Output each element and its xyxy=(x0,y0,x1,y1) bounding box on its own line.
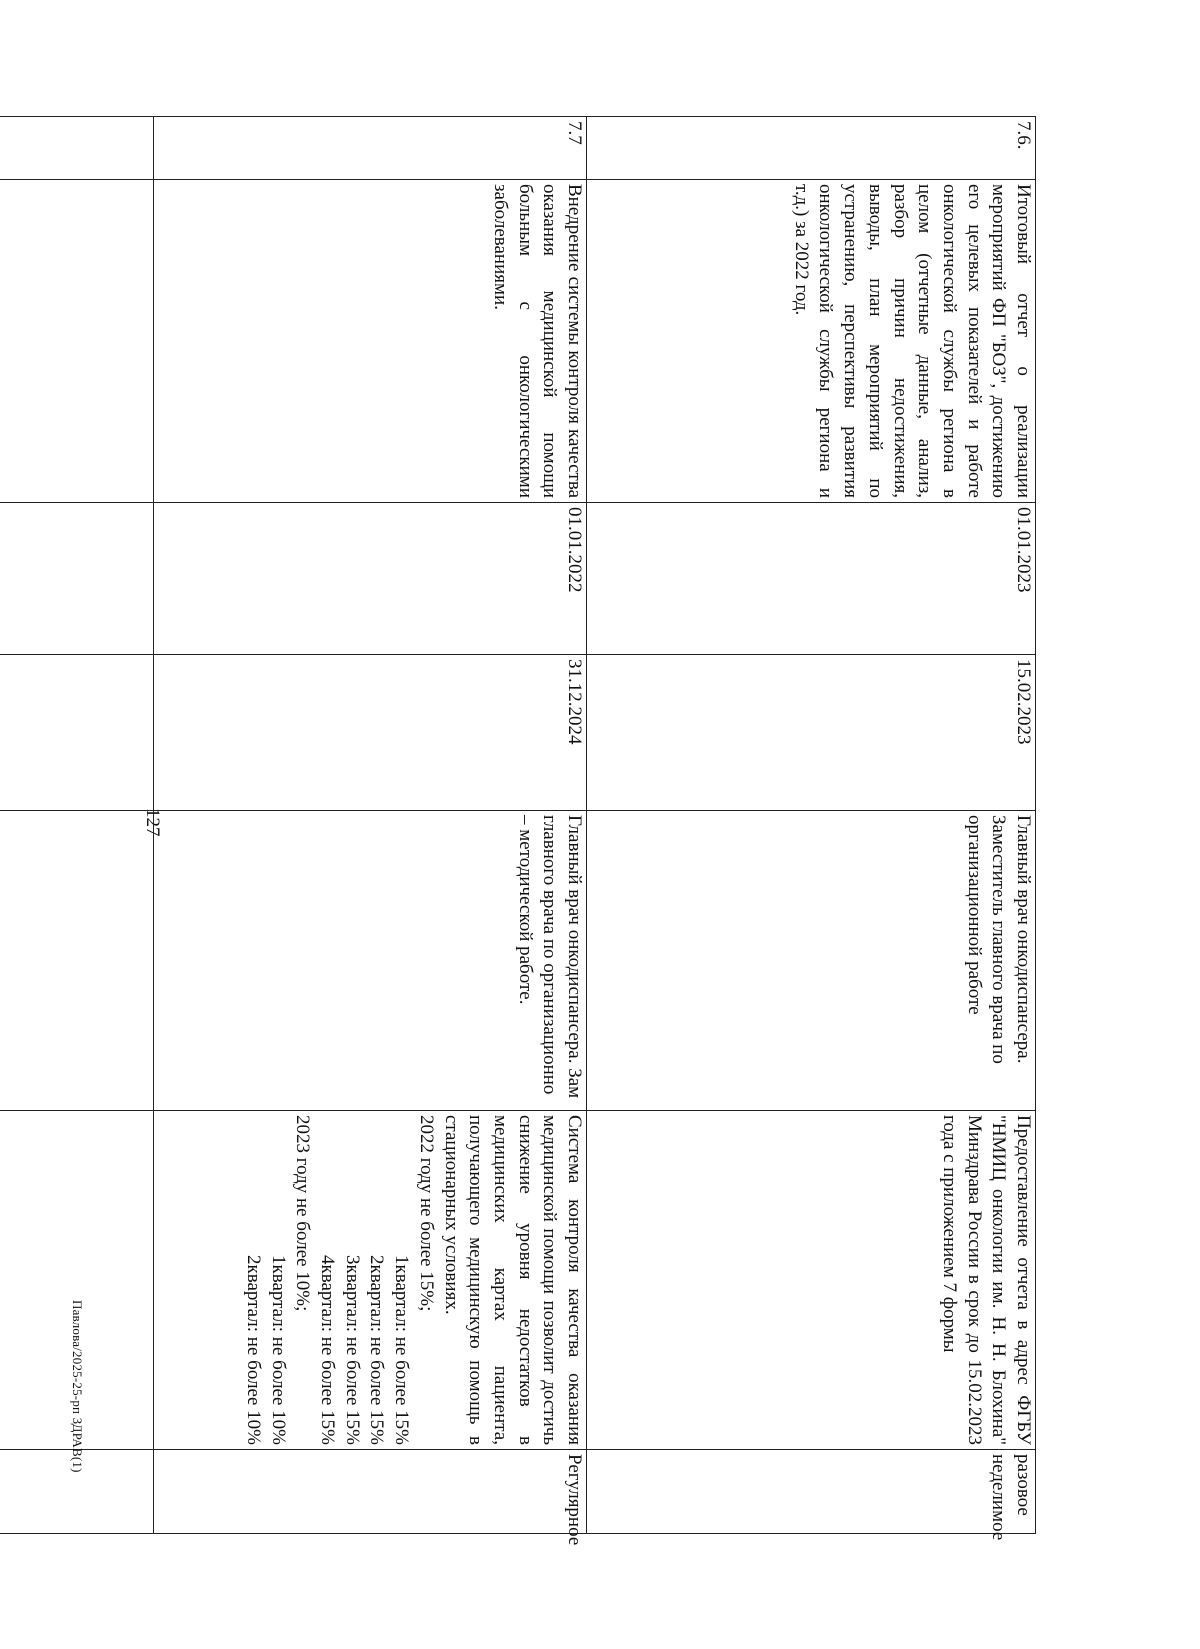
quarter-target: 1квартал: не более 15% xyxy=(391,1255,413,1445)
task-title: Внедрение системы контроля качества оказания медицинской помощи больным с онкологическими заболеваниями. xyxy=(154,180,587,503)
end-date: 31.12.2024 xyxy=(154,655,587,811)
expected-result: Предоставление отчета в адрес ФГБУ "НМИЦ онкологии им. Н. Н. Блохина" Минздрава России в срок до 15.02.2023 года с приложением 7 формы xyxy=(587,1111,1036,1450)
empty-cell xyxy=(0,117,154,180)
quarter-target: 2квартал: не более 10% xyxy=(243,1255,265,1445)
empty-cell xyxy=(0,503,154,655)
task-title: Итоговый отчет о реализации мероприятий ФП "БОЗ", достижению его целевых показателей и работе онкологической службы региона в целом (отчетные данные, анализ, разбор причин недостижения, выводы, план мероприятий по устранению, перспективы развития онкологической службы региона и т.д.) за 2022 год. xyxy=(587,180,1036,503)
result-2022: 2022 году не более 15%; xyxy=(415,1115,437,1312)
responsible: Главный врач онкодиспансера. Заместитель главного врача по организационной работе xyxy=(587,811,1036,1111)
quarter-target: 4квартал: не более 15% xyxy=(317,1255,339,1445)
row-number: 7.7 xyxy=(154,117,587,180)
start-date: 01.01.2023 xyxy=(587,503,1036,655)
result-2023: 2023 году не более 10%; xyxy=(292,1115,314,1312)
footer-signature: Павлова/2025-25-рп ЗДРАВ(1) xyxy=(70,1300,85,1473)
quarter-target: 2квартал: не более 15% xyxy=(366,1255,388,1445)
table-row xyxy=(154,117,587,1534)
responsible: Главный врач онкодиспансера. Зам главного врача по организационно – методической работе. xyxy=(154,811,587,1111)
expected-result xyxy=(154,1111,587,1450)
periodicity: разовое неделимое xyxy=(587,1450,1036,1534)
start-date: 01.01.2022 xyxy=(154,503,587,655)
quarter-target: 3квартал: не более 15% xyxy=(341,1255,363,1445)
result-intro: Система контроля качества оказания медицинской помощи позволит достичь снижение уровня недостатков в медицинских картах пациента, получающего медицинскую помощь в стационарных условиях. xyxy=(440,1115,585,1445)
empty-cell xyxy=(0,655,154,811)
empty-cell xyxy=(0,180,154,503)
row-number: 7.6. xyxy=(587,117,1036,180)
quarter-target: 1квартал: не более 10% xyxy=(267,1255,289,1445)
periodicity: Регулярное xyxy=(154,1450,587,1534)
empty-cell xyxy=(0,811,154,1111)
action-plan-table xyxy=(0,116,1036,1546)
end-date: 15.02.2023 xyxy=(587,655,1036,811)
page-number: 127 xyxy=(142,808,163,837)
table-row xyxy=(587,117,1036,1534)
